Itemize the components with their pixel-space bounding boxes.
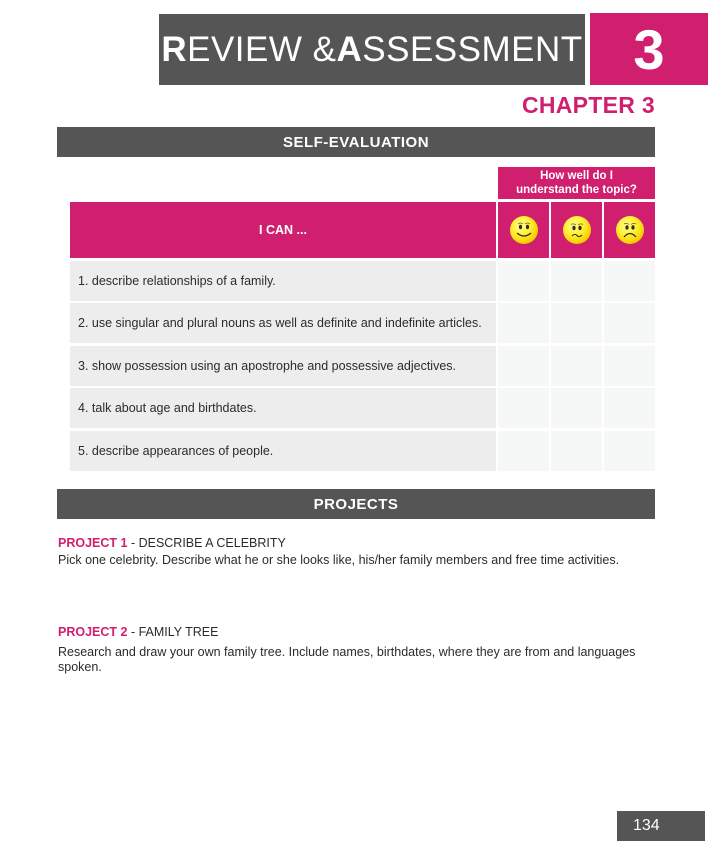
unsure-face-icon: [563, 216, 591, 244]
rating-header-sad: [604, 202, 655, 258]
project-1-title: [58, 536, 286, 550]
projects-heading: PROJECTS: [57, 489, 655, 519]
rating-cell-sad[interactable]: [604, 346, 655, 386]
rating-cell-unsure[interactable]: [551, 261, 602, 301]
understanding-question: [498, 167, 655, 199]
rating-cell-happy[interactable]: [498, 261, 549, 301]
rating-header-unsure: [551, 202, 602, 258]
can-do-item: 2. use singular and plural nouns as well as definite and indefinite articles.: [70, 303, 496, 343]
self-evaluation-heading: SELF-EVALUATION: [57, 127, 655, 157]
rating-cell-unsure[interactable]: [551, 388, 602, 428]
project-1-separator: -: [127, 536, 139, 550]
project-1-number: PROJECT 1: [58, 536, 128, 550]
sad-face-icon: [616, 216, 644, 244]
happy-face-icon: [510, 216, 538, 244]
question-line-2: understand the topic?: [516, 184, 637, 196]
i-can-column-header: I CAN ...: [70, 202, 496, 258]
rating-cell-sad[interactable]: [604, 388, 655, 428]
project-2-description: Research and draw your own family tree. Include names, birthdates, where they are from and languages spoken.: [58, 645, 636, 674]
title-text-assessment: SSESSMENT: [362, 29, 583, 69]
title-text-review: EVIEW &: [187, 29, 337, 69]
rating-cell-happy[interactable]: [498, 388, 549, 428]
rating-cell-happy[interactable]: [498, 346, 549, 386]
rating-cell-unsure[interactable]: [551, 303, 602, 343]
can-do-item: 4. talk about age and birthdates.: [70, 388, 496, 428]
can-do-item: 5. describe appearances of people.: [70, 431, 496, 471]
rating-cell-happy[interactable]: [498, 303, 549, 343]
question-line-1: How well do I: [540, 170, 613, 182]
page-number: 134: [617, 811, 705, 841]
title-initial-r: R: [161, 29, 188, 69]
title-initial-a: A: [336, 29, 363, 69]
rating-cell-sad[interactable]: [604, 431, 655, 471]
project-2-title: [58, 625, 218, 639]
rating-cell-happy[interactable]: [498, 431, 549, 471]
project-2-name: FAMILY TREE: [138, 625, 219, 639]
rating-cell-sad[interactable]: [604, 303, 655, 343]
page-title: [159, 14, 585, 85]
project-1-name: DESCRIBE A CELEBRITY: [138, 536, 286, 550]
project-2-number: PROJECT 2: [58, 625, 128, 639]
rating-cell-unsure[interactable]: [551, 431, 602, 471]
can-do-item: 3. show possession using an apostrophe and possessive adjectives.: [70, 346, 496, 386]
chapter-label: CHAPTER 3: [521, 92, 655, 118]
can-do-item: 1. describe relationships of a family.: [70, 261, 496, 301]
chapter-number-badge: 3: [590, 13, 708, 85]
rating-header-happy: [498, 202, 549, 258]
project-2-separator: -: [127, 625, 139, 639]
rating-cell-unsure[interactable]: [551, 346, 602, 386]
rating-cell-sad[interactable]: [604, 261, 655, 301]
project-1-description: Pick one celebrity. Describe what he or she looks like, his/her family members and free time activities.: [58, 553, 620, 567]
